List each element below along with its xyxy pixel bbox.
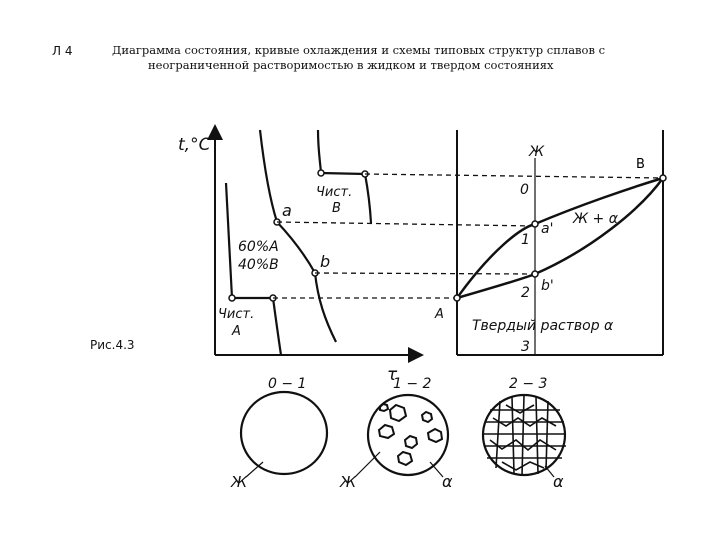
slide-number: Л 4 <box>52 44 73 58</box>
pure-a-label-2: А <box>232 324 241 339</box>
solidus-curve <box>457 178 663 298</box>
structure-2-3-label: 2 − 3 <box>509 376 548 392</box>
figure-caption: Рис.4.3 <box>90 338 135 352</box>
label-B: B <box>636 157 645 172</box>
level-1-label: 1 <box>521 232 530 248</box>
a-prime-label: a' <box>541 221 554 237</box>
level-0-label: 0 <box>520 182 529 198</box>
pure-a-label-1: Чист. <box>218 307 255 322</box>
structure-1-2-label: 1 − 2 <box>393 376 432 392</box>
liquid-label-b: Ж <box>340 473 357 491</box>
level-3-label: 3 <box>521 339 530 355</box>
alloy-label-2: 40%В <box>238 257 279 273</box>
alpha-crystals <box>379 404 442 465</box>
liquid-region-label: Ж <box>529 144 545 160</box>
b-prime-label: b' <box>541 278 554 294</box>
alpha-label-a: α <box>442 472 453 491</box>
title-line-2: неограниченной растворимостью в жидком и твердом состояниях <box>148 58 554 72</box>
alloy-label-1: 60%А <box>238 239 279 255</box>
liquidus-curve <box>457 178 663 298</box>
point-b-label: b <box>320 252 331 271</box>
structure-liquid-circle <box>241 392 327 474</box>
b-prime-dot <box>532 271 538 277</box>
point-a-label: a <box>282 201 292 220</box>
liquid-label-a: Ж <box>231 473 248 491</box>
pure-b-start-dot <box>318 170 324 176</box>
solid-solution-label: Твердый раствор α <box>472 318 614 334</box>
pure-b-label-2: B <box>332 201 341 216</box>
structure-0-1-label: 0 − 1 <box>268 376 307 392</box>
title-line-1: Диаграмма состояния, кривые охлаждения и схемы типовых структур сплавов с <box>112 43 606 57</box>
t-axis-label: t,°C <box>178 135 211 155</box>
point-A-dot <box>454 295 460 301</box>
pure-b-label-1: Чист. <box>316 185 353 200</box>
a-prime-dot <box>532 221 538 227</box>
two-phase-label: Ж + α <box>573 211 618 227</box>
alpha-label-b: α <box>553 472 564 491</box>
point-B-dot <box>660 175 666 181</box>
level-2-label: 2 <box>521 285 530 301</box>
tau-axis-label: τ <box>387 365 398 385</box>
label-A: A <box>435 307 444 322</box>
alloy-cooling-curve <box>260 130 336 342</box>
pure-a-start-dot <box>229 295 235 301</box>
